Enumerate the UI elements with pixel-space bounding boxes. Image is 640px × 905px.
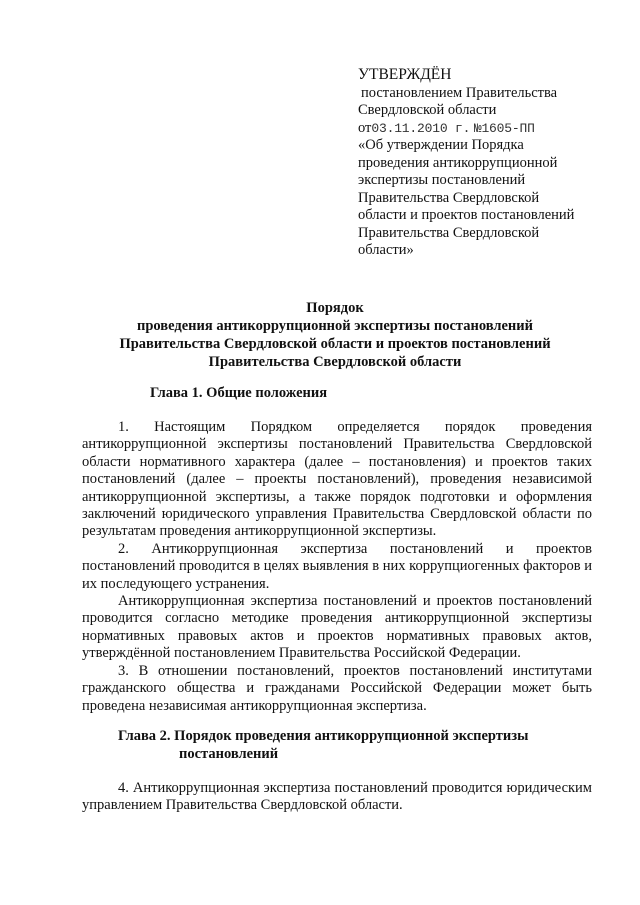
approval-date-line [358, 120, 608, 138]
approval-subject-7: области» [358, 242, 414, 258]
chapter-2-heading [118, 727, 528, 763]
approval-subject-6: Правительства Свердловской [358, 224, 540, 241]
approval-line-2: Свердловской области [358, 102, 497, 118]
approval-number: №1605-ПП [473, 120, 535, 136]
approval-date: 03.11.2010 г. [371, 120, 471, 136]
title-line-1: Порядок [306, 300, 364, 316]
paragraph-2: 2. Антикоррупционная экспертиза постановлений и проектов постановлений проводится в целях выявления в них коррупциогенных факторов и их последующего устранения. [82, 540, 592, 592]
chapter-2-heading-line-2: постановлений [179, 746, 279, 762]
paragraph-4: 4. Антикоррупционная экспертиза постановлений проводится юридическим управлением Правительства Свердловской области. [82, 780, 592, 814]
title-line-2: проведения антикоррупционной экспертизы постановлений [137, 318, 533, 334]
paragraph-2-continued: Антикоррупционная экспертиза постановлений и проектов постановлений проводится согласно методике проведения антикоррупционной экспертизы нормативных правовых актов и проектов нормативных правовых актов, утверждённой постановлением Правительства Российской Федерации. [82, 593, 592, 662]
paragraph-3: 3. В отношении постановлений, проектов постановлений институтами гражданского общества и гражданами Российской Федерации может быть проведена независимая антикоррупционная экспертиза. [82, 662, 592, 714]
approval-subject-3: экспертизы постановлений [358, 172, 526, 188]
chapter-1-body [82, 419, 592, 715]
approval-subject-2: проведения антикоррупционной [358, 154, 558, 171]
title-line-3: Правительства Свердловской области и проектов постановлений [119, 336, 551, 352]
approval-stamp [358, 66, 608, 260]
chapter-2-heading-line-1: Глава 2. Порядок проведения антикоррупционной экспертизы [118, 728, 529, 744]
chapter-1-heading: Глава 1. Общие положения [150, 385, 328, 401]
approval-heading: УТВЕРЖДЁН [358, 66, 452, 83]
paragraph-1: 1. Настоящим Порядком определяется порядок проведения антикоррупционной экспертизы постановлений Правительства Свердловской области нормативного характера (далее – постановления) и проектов таких постановлений (далее – проекты постановлений), проведения независимой антикоррупционной экспертизы, а также порядок подготовки и оформления заключений юридического управления Правительства Свердловской области по результатам проведения антикоррупционной экспертизы. [82, 419, 592, 540]
approval-subject-5: области и проектов постановлений [358, 207, 575, 223]
approval-date-prefix: от [358, 119, 372, 136]
approval-subject-4: Правительства Свердловской [358, 189, 540, 206]
title-line-4: Правительства Свердловской области [208, 354, 462, 370]
document-title [70, 299, 600, 371]
approval-subject-1: «Об утверждении Порядка [358, 137, 524, 153]
chapter-2-body [82, 780, 592, 815]
approval-line-1: постановлением Правительства [361, 84, 558, 101]
